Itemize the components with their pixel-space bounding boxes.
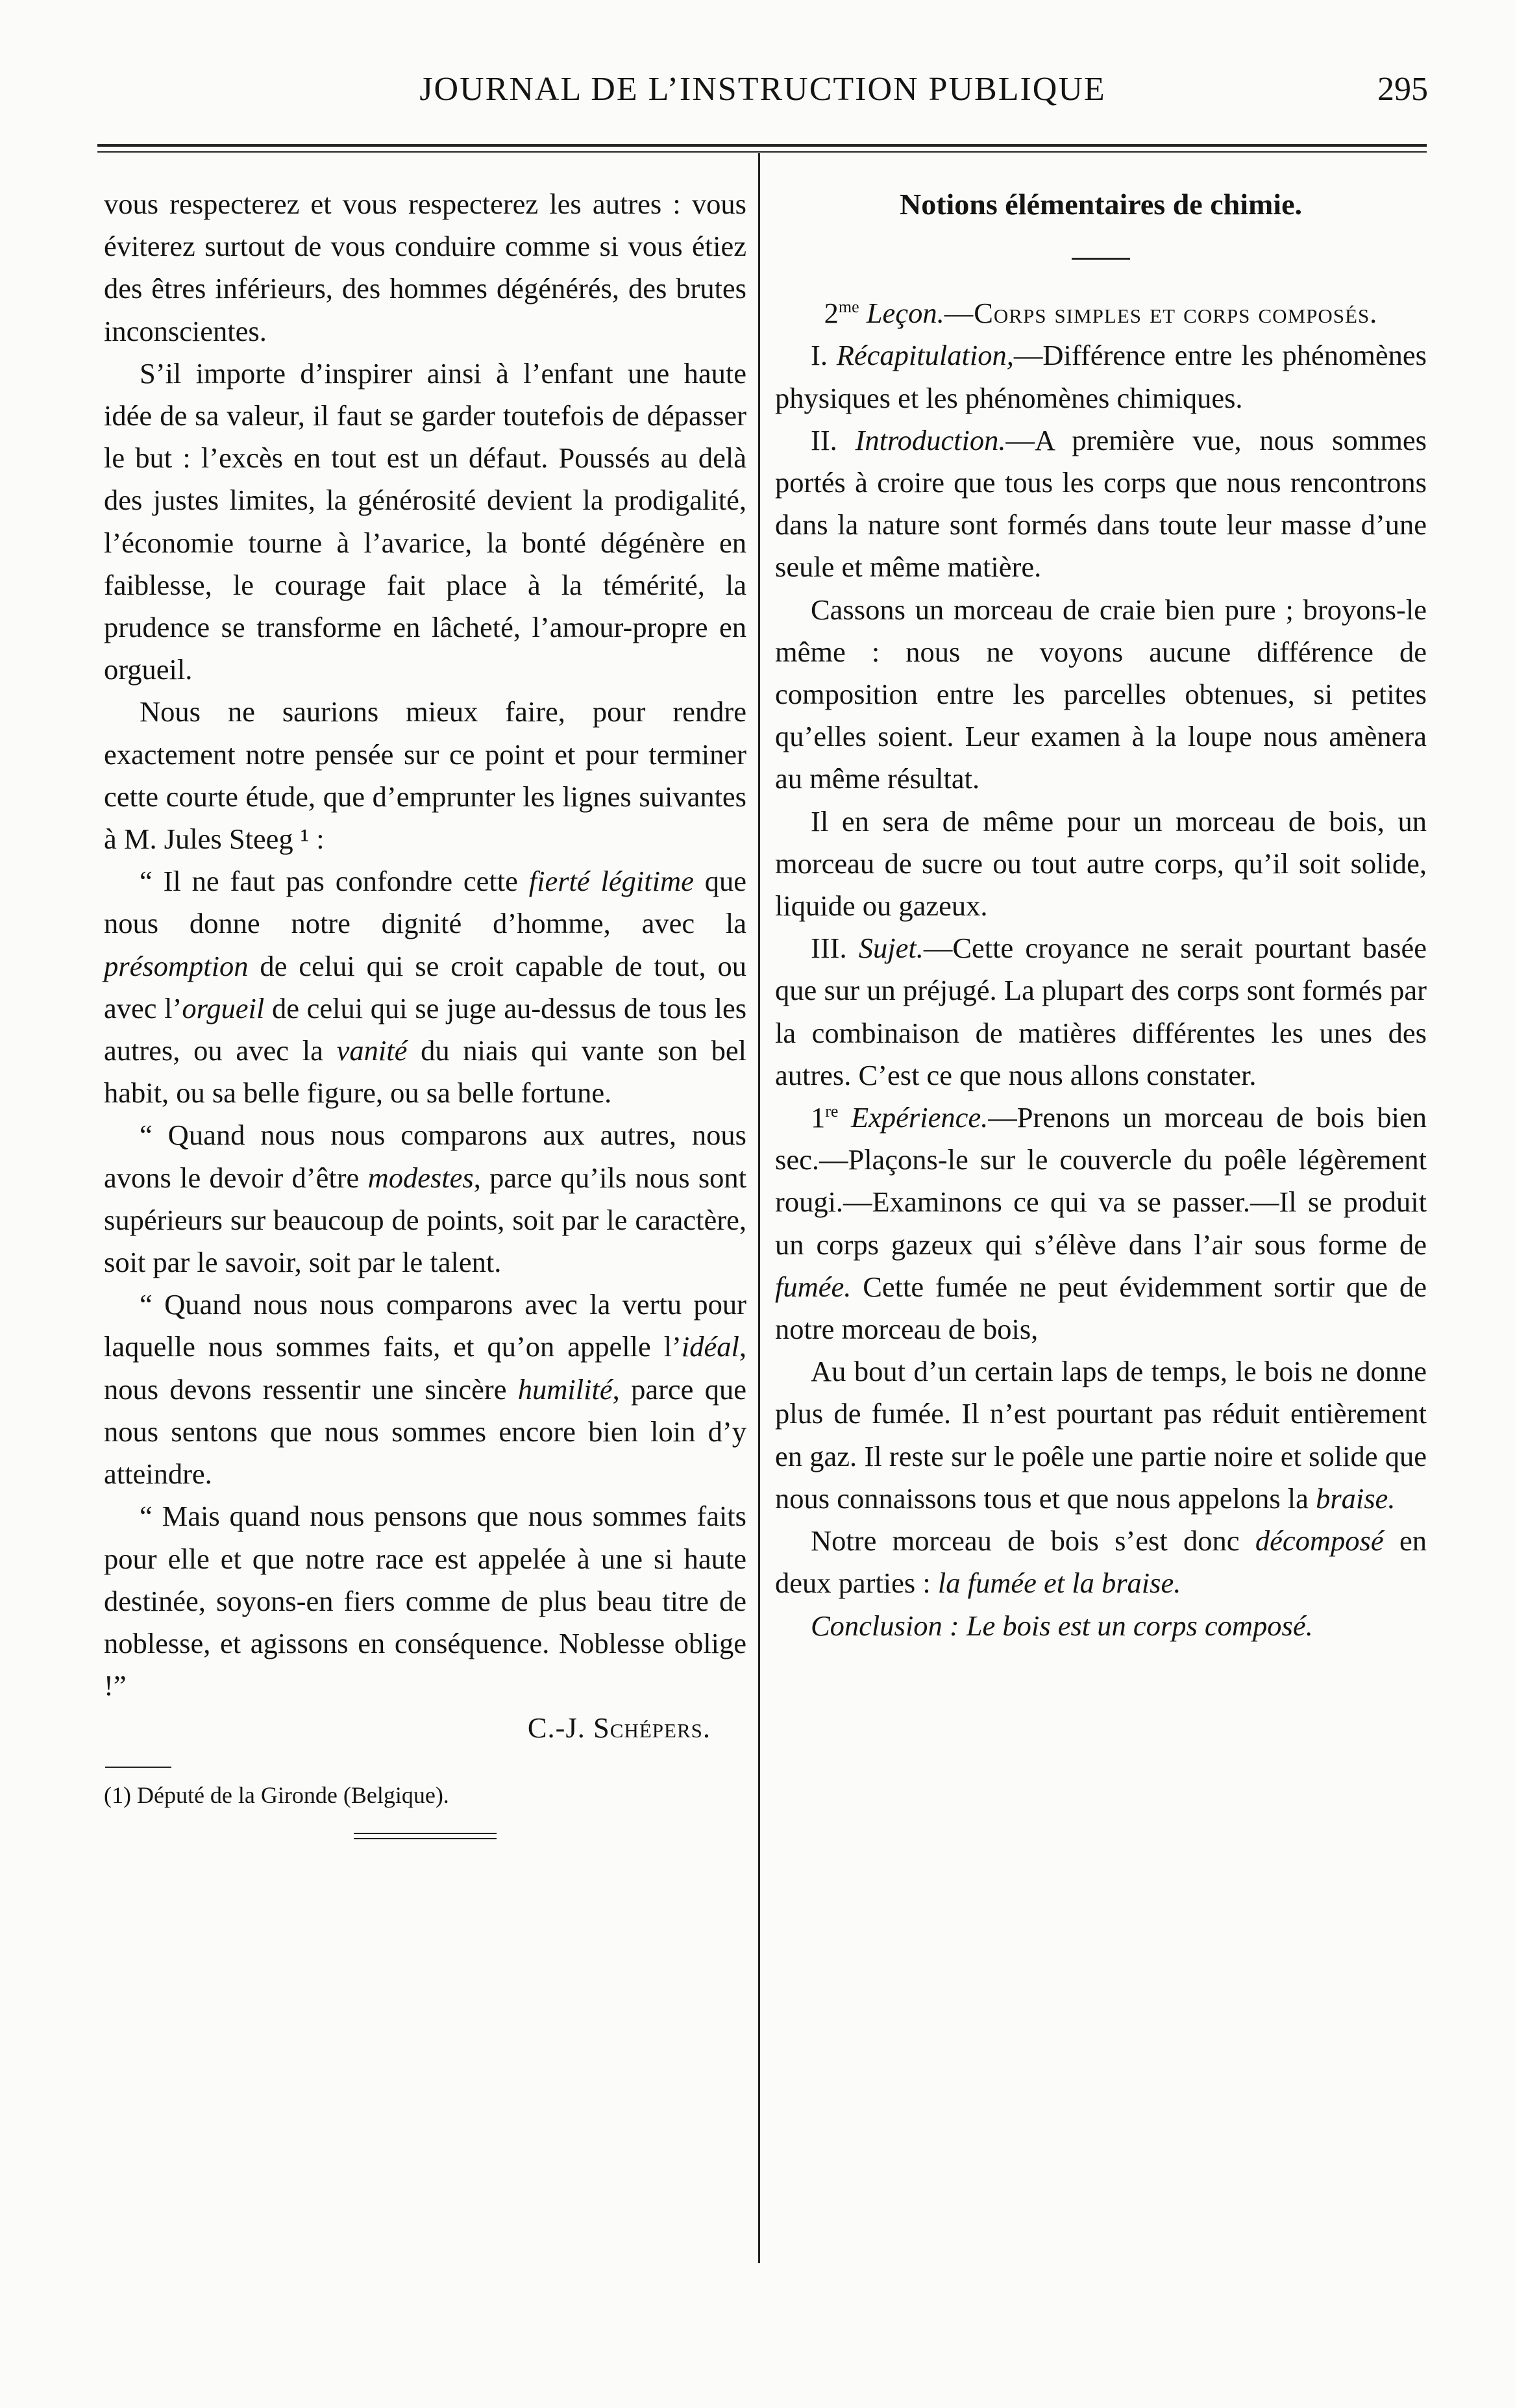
page-number: 295: [1377, 71, 1428, 108]
italic-text: modestes: [367, 1161, 474, 1194]
text: III.: [811, 932, 859, 965]
italic-text: vanité: [336, 1034, 408, 1067]
paragraph: S’il importe d’inspirer ainsi à l’enfant une haute idée de sa valeur, il faut se garder toutefois de dépasser le but : l’excès en tout est un défaut. Poussés au delà des justes limites, la générosité devient la prodigalité, l’économie tourne à l’avarice, la bonté dégénère en faiblesse, le courage fait place à la témérité, la prudence se transforme en lâcheté, l’amour-propre en orgueil.: [104, 356, 746, 686]
text: , parce que nous sentons que nous sommes encore bien loin d’y atteindre.: [104, 1372, 746, 1491]
italic-text: Introduction.: [855, 423, 1006, 456]
lesson-label: Leçon.: [866, 297, 944, 330]
lesson-heading: [775, 292, 1427, 334]
text: Notre morceau de bois s’est donc: [811, 1524, 1255, 1558]
paragraph: [775, 1097, 1427, 1350]
italic-text: Le bois est un corps composé.: [966, 1609, 1313, 1642]
text: que nous donne notre dignité d’homme, avec la: [104, 865, 746, 940]
conclusion: [775, 1605, 1427, 1647]
lesson-title: —Corps simples et corps composés.: [944, 297, 1378, 330]
text: , parce qu’ils nous sont supérieurs sur beaucoup de points, soit par le caractère, soit par le savoir, soit par le talent.: [104, 1161, 747, 1279]
right-column: [775, 183, 1427, 1647]
text: —Différence entre les phénomènes physiques et les phénomènes chimiques.: [775, 339, 1427, 414]
running-header: [97, 70, 1428, 122]
paragraph: Il en sera de même pour un morceau de bois, un morceau de sucre ou tout autre corps, qu’il soit solide, liquide ou gazeux.: [775, 804, 1427, 923]
text: de celui qui se croit capable de tout, ou avec l’: [104, 949, 746, 1024]
ordinal-suffix: re: [825, 1102, 839, 1121]
footnote: (1) Député de la Gironde (Belgique).: [104, 1781, 449, 1808]
italic-text: la fumée et la braise.: [937, 1567, 1181, 1600]
text: en deux parties :: [775, 1524, 1427, 1600]
text: “ Il ne faut pas confondre cette: [140, 865, 529, 898]
text: —A première vue, nous sommes portés à croire que tous les corps que nous rencontrons dans la nature sont formés dans toute leur masse d’une seule et même matière.: [775, 423, 1427, 584]
italic-text: décomposé: [1255, 1524, 1384, 1558]
text: “ Quand nous nous comparons avec la vertu pour laquelle nous sommes faits, et qu’on appelle l’: [104, 1288, 746, 1363]
text: , nous devons ressentir une sincère: [104, 1330, 746, 1406]
paragraph: [775, 419, 1427, 589]
italic-text: Expérience.: [850, 1101, 989, 1134]
quote-paragraph: “ Mais quand nous pensons que nous sommes faits pour elle et que notre race est appelée à une si haute destinée, soyons-en fiers comme de plus beau titre de noblesse, et agissons en conséquence. Noblesse oblige !”: [104, 1500, 746, 1702]
italic-text: Conclusion :: [811, 1609, 959, 1642]
title-rule: [1072, 258, 1130, 260]
left-column: [104, 183, 746, 1843]
italic-text: idéal: [681, 1330, 739, 1363]
footnote-rule: [105, 1767, 171, 1768]
italic-text: braise.: [1316, 1482, 1396, 1515]
section-title: Notions élémentaires de chimie.: [899, 188, 1303, 221]
paragraph: [775, 334, 1427, 419]
paragraph: Nous ne saurions mieux faire, pour rendre exactement notre pensée sur ce point et pour terminer cette courte étude, que d’emprunter les lignes suivantes à M. Jules Steeg ¹ :: [104, 695, 746, 856]
column-separator: [758, 153, 760, 2263]
text: II.: [811, 423, 856, 456]
text: I.: [811, 339, 837, 372]
italic-text: fierté légitime: [528, 865, 694, 898]
text: Cette fumée ne peut évidemment sortir que de notre morceau de bois,: [775, 1270, 1427, 1346]
text: —Cette croyance ne serait pourtant basée que sur un préjugé. La plupart des corps sont formés par la combinaison de matières différentes les unes des autres. C’est ce que nous allons constater.: [775, 932, 1427, 1091]
text: 1: [811, 1101, 826, 1134]
paragraph: Cassons un morceau de craie bien pure ; broyons-le même : nous ne voyons aucune différence de composition entre les parcelles obtenues, si petites qu’elles soient. Leur examen à la loupe nous amènera au même résultat.: [775, 593, 1427, 795]
header-rule-thin: [97, 151, 1427, 153]
header-rule-thick: [97, 144, 1427, 147]
journal-title: JOURNAL DE L’INSTRUCTION PUBLIQUE: [419, 71, 1106, 108]
text: “ Quand nous nous comparons aux autres, nous avons le devoir d’être: [104, 1119, 746, 1194]
lesson-number: 2: [824, 297, 839, 330]
text: Au bout d’un certain laps de temps, le bois ne donne plus de fumée. Il n’est pourtant pas réduit entièrement en gaz. Il reste sur le poêle une partie noire et solide que nous connaissons tous et que nous appelons la: [775, 1355, 1427, 1515]
quote-paragraph: [104, 860, 746, 1114]
quote-paragraph: [104, 1284, 746, 1495]
end-of-article-rule: [354, 1833, 497, 1839]
text: [959, 1609, 967, 1642]
italic-text: orgueil: [182, 991, 265, 1024]
paragraph: [775, 1350, 1427, 1520]
text: de celui qui se juge au-dessus de tous les autres, ou avec la: [104, 991, 747, 1067]
italic-text: Sujet.: [858, 932, 924, 965]
italic-text: fumée.: [775, 1270, 852, 1303]
italic-text: Récapitulation,: [836, 339, 1014, 372]
paragraph: vous respecterez et vous respecterez les autres : vous éviterez surtout de vous conduire comme si vous étiez des êtres inférieurs, des hommes dégénérés, des brutes inconscientes.: [104, 188, 746, 347]
paragraph: [775, 927, 1427, 1097]
author-signature: C.-J. Schépers.: [527, 1711, 711, 1744]
italic-text: humilité: [517, 1372, 613, 1406]
text: —Prenons un morceau de bois bien sec.—Plaçons-le sur le couvercle du poêle légèrement rougi.—Examinons ce qui va se passer.—Il se produit un corps gazeux qui s’élève dans l’air sous forme de: [775, 1101, 1427, 1261]
paragraph: [775, 1520, 1427, 1604]
text: du niais qui vante son bel habit, ou sa belle figure, ou sa belle fortune.: [104, 1034, 746, 1110]
lesson-number-suffix: me: [838, 297, 859, 317]
quote-paragraph: [104, 1114, 746, 1284]
italic-text: présomption: [104, 949, 249, 982]
